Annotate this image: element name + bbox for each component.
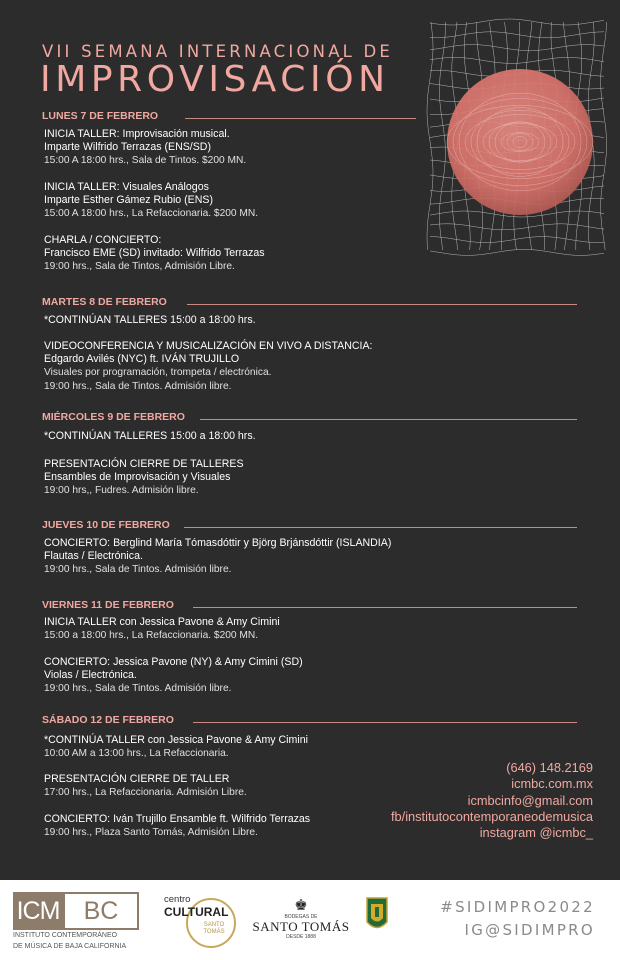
grid-line [430,249,604,255]
event-entry [44,430,256,443]
event-line: VIDEOCONFERENCIA Y MUSICALIZACIÓN EN VIVO A DISTANCIA: [44,340,373,352]
day-divider [184,527,577,528]
event-line: *CONTINÚA TALLER con Jessica Pavone & Amy Cimini [44,734,308,746]
day-divider [187,304,577,305]
event-line: 17:00 hrs., La Refaccionaria. Admisión Libre. [44,787,247,799]
event-line: Flautas / Electrónica. [44,550,143,563]
event-line: CHARLA / CONCIERTO: [44,234,162,246]
day-heading: SÁBADO 12 DE FEBRERO [42,714,174,726]
event-entry [44,128,246,168]
centro-cultural-word-2: CULTURAL [164,905,229,919]
icmbc-logo-left: ICM [13,892,63,930]
day-divider [193,607,577,608]
day-divider [185,118,416,119]
event-entry [44,813,310,839]
event-line: CONCIERTO: Iván Trujillo Ensamble ft. Wilfrido Terrazas [44,813,311,825]
event-line: 10:00 AM a 13:00 hrs., La Refaccionaria. [44,748,229,760]
event-line: INICIA TALLER: Visuales Análogos [44,181,209,193]
event-line: *CONTINÚAN TALLERES 15:00 a 18:00 hrs. [44,430,256,442]
event-entry [44,616,280,642]
day-divider [193,722,577,723]
santo-tomas-since: DESDE 1888 [286,934,316,940]
event-line: CONCIERTO: Jessica Pavone (NY) & Amy Cimini (SD) [44,656,303,668]
event-line: 19:00 hrs., Sala de Tintos. Admisión libre. [44,380,232,392]
event-entry [44,773,247,799]
santo-tomas-logo [252,898,350,940]
icmbc-logo [13,892,139,951]
uabc-shield-icon [366,896,388,934]
event-line: INICIA TALLER: Improvisación musical. [44,128,230,140]
hashtag: #SIDIMPRO2022 [440,898,595,916]
grid-line [430,224,604,230]
event-line: 15:00 a 18:00 hrs., La Refaccionaria. $200 MN. [44,630,259,642]
day-heading: LUNES 7 DE FEBRERO [42,110,159,122]
grid-line [430,45,604,51]
centro-cultural-logo [160,894,242,946]
event-line: CONCIERTO: Berglind María Tómasdóttir y Björg Brjánsdóttir (ISLANDIA) [44,537,392,549]
event-line: Francisco EME (SD) invitado: Wilfrido Terrazas [44,247,265,260]
event-entry [44,656,303,696]
instagram-handle: IG@SIDIMPRO [464,921,595,939]
event-line: 15:00 A 18:00 hrs., Sala de Tintos. $200 MN. [44,155,247,167]
event-entry [44,537,391,577]
grid-line [430,19,604,25]
event-line: Edgardo Avilés (NYC) ft. IVÁN TRUJILLO [44,353,240,366]
event-entry [44,458,244,498]
contact-instagram[interactable]: instagram @icmbc_ [479,825,593,841]
event-line: 19:00 hrs., Plaza Santo Tomás, Admisión Libre. [44,827,258,839]
wireframe-sphere-graphic [424,16,610,256]
day-heading: JUEVES 10 DE FEBRERO [42,519,170,531]
santo-tomas-small: BODEGAS DE [284,914,318,920]
centro-cultural-word-3: SANTO TOMÁS [203,922,225,935]
centro-cultural-word-1: centro [164,894,191,905]
day-heading: MIÉRCOLES 9 DE FEBRERO [42,411,185,423]
event-line: 15:00 A 18:00 hrs., La Refaccionaria. $200 MN. [44,208,259,220]
grid-line [601,22,607,250]
poster-subtitle: VII SEMANA INTERNACIONAL DE [42,42,394,61]
grid-line [430,32,604,38]
event-line: INICIA TALLER con Jessica Pavone & Amy Cimini [44,616,280,628]
event-entry [44,340,372,393]
contact-email[interactable]: icmbcinfo@gmail.com [467,792,593,808]
event-line: *CONTINÚAN TALLERES 15:00 a 18:00 hrs. [44,314,256,326]
event-line: Imparte Wilfrido Terrazas (ENS/SD) [44,141,211,154]
event-line: PRESENTACIÓN CIERRE DE TALLERES [44,458,244,470]
event-line: Visuales por programación, trompeta / electrónica. [44,367,272,379]
day-heading: MARTES 8 DE FEBRERO [42,296,167,308]
icmbc-subtitle-1: INSTITUTO CONTEMPORÁNEO [13,932,118,939]
event-entry [44,734,308,760]
event-line: 19:00 hrs., Sala de Tintos. Admisión libre. [44,564,232,576]
contact-website[interactable]: icmbc.com.mx [511,776,593,792]
santo-tomas-name: SANTO TOMÁS [252,919,350,934]
crest-icon: ♚ [294,897,308,914]
event-entry [44,314,256,327]
icmbc-subtitle-2: DE MÚSICA DE BAJA CALIFORNIA [13,942,127,950]
event-line: Imparte Esther Gámez Rubio (ENS) [44,194,213,207]
contact-block [391,760,593,841]
grid-line [427,22,433,250]
event-line: Violas / Electrónica. [44,669,137,682]
event-entry [44,234,265,274]
icmbc-logo-right: BC [63,892,139,930]
event-line: Ensambles de Improvisación y Visuales [44,471,231,484]
event-line: 19:00 hrs., Sala de Tintos, Admisión Libre. [44,261,235,273]
event-line: 19:00 hrs,, Fudres. Admisión libre. [44,485,199,497]
day-heading: VIERNES 11 DE FEBRERO [42,599,174,611]
poster-title: IMPROVISACIÓN [40,59,390,100]
event-line: 19:00 hrs., Sala de Tintos. Admisión libre. [44,683,232,695]
day-divider [200,419,577,420]
contact-phone: (646) 148.2169 [506,760,593,775]
event-entry [44,181,258,221]
event-line: PRESENTACIÓN CIERRE DE TALLER [44,773,230,785]
contact-facebook[interactable]: fb/institutocontemporaneodemusica [390,808,593,824]
